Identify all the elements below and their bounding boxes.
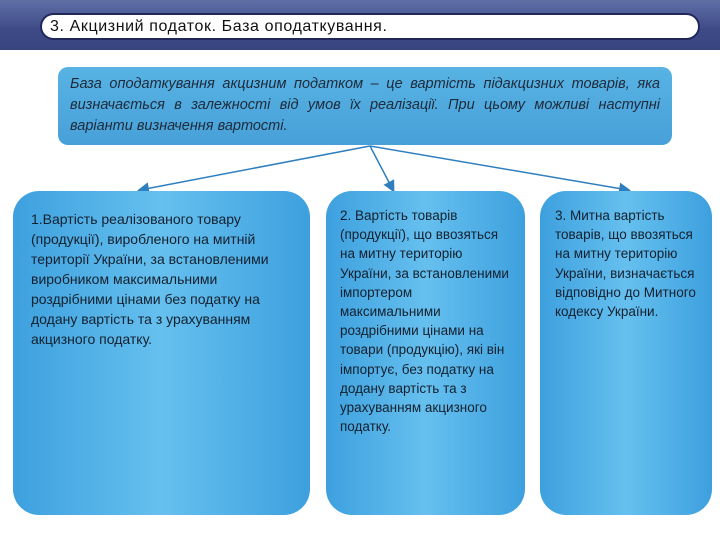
option-card-3 — [540, 191, 712, 515]
intro-text: База оподаткування акцизним податком – це вартість підакцизних товарів, яка визначається в залежності від умов їх реалізації. При цьому можливі наступні варіанти визначення вартості. — [70, 76, 660, 134]
slide-title: 3. Акцизний податок. База оподаткування. — [50, 18, 388, 35]
option-card-3-text: 3. Митна вартість товарів, що ввозяться на митну територію України, визначається відповідно до Митного кодексу України. — [555, 208, 696, 320]
arrow-to-card-1 — [140, 146, 370, 190]
option-card-2-text: 2. Вартість товарів (продукції), що ввозяться на митну територію України, за встановленими імпортером максимальними роздрібними цінами на товари (продукцію), які він імпортує, без податку на додану вартість та з урахуванням акцизного податку. — [340, 208, 509, 435]
option-card-2 — [326, 191, 525, 515]
arrow-to-card-3 — [370, 146, 628, 190]
option-card-1 — [13, 191, 310, 515]
arrow-to-card-2 — [370, 146, 393, 190]
option-card-1-text: 1.Вартість реалізованого товару (продукції), виробленого на митній території України, за встановленими виробником максимальними роздрібними цінами без податку на додану вартість та з урахуванням акцизного податку. — [31, 211, 269, 347]
